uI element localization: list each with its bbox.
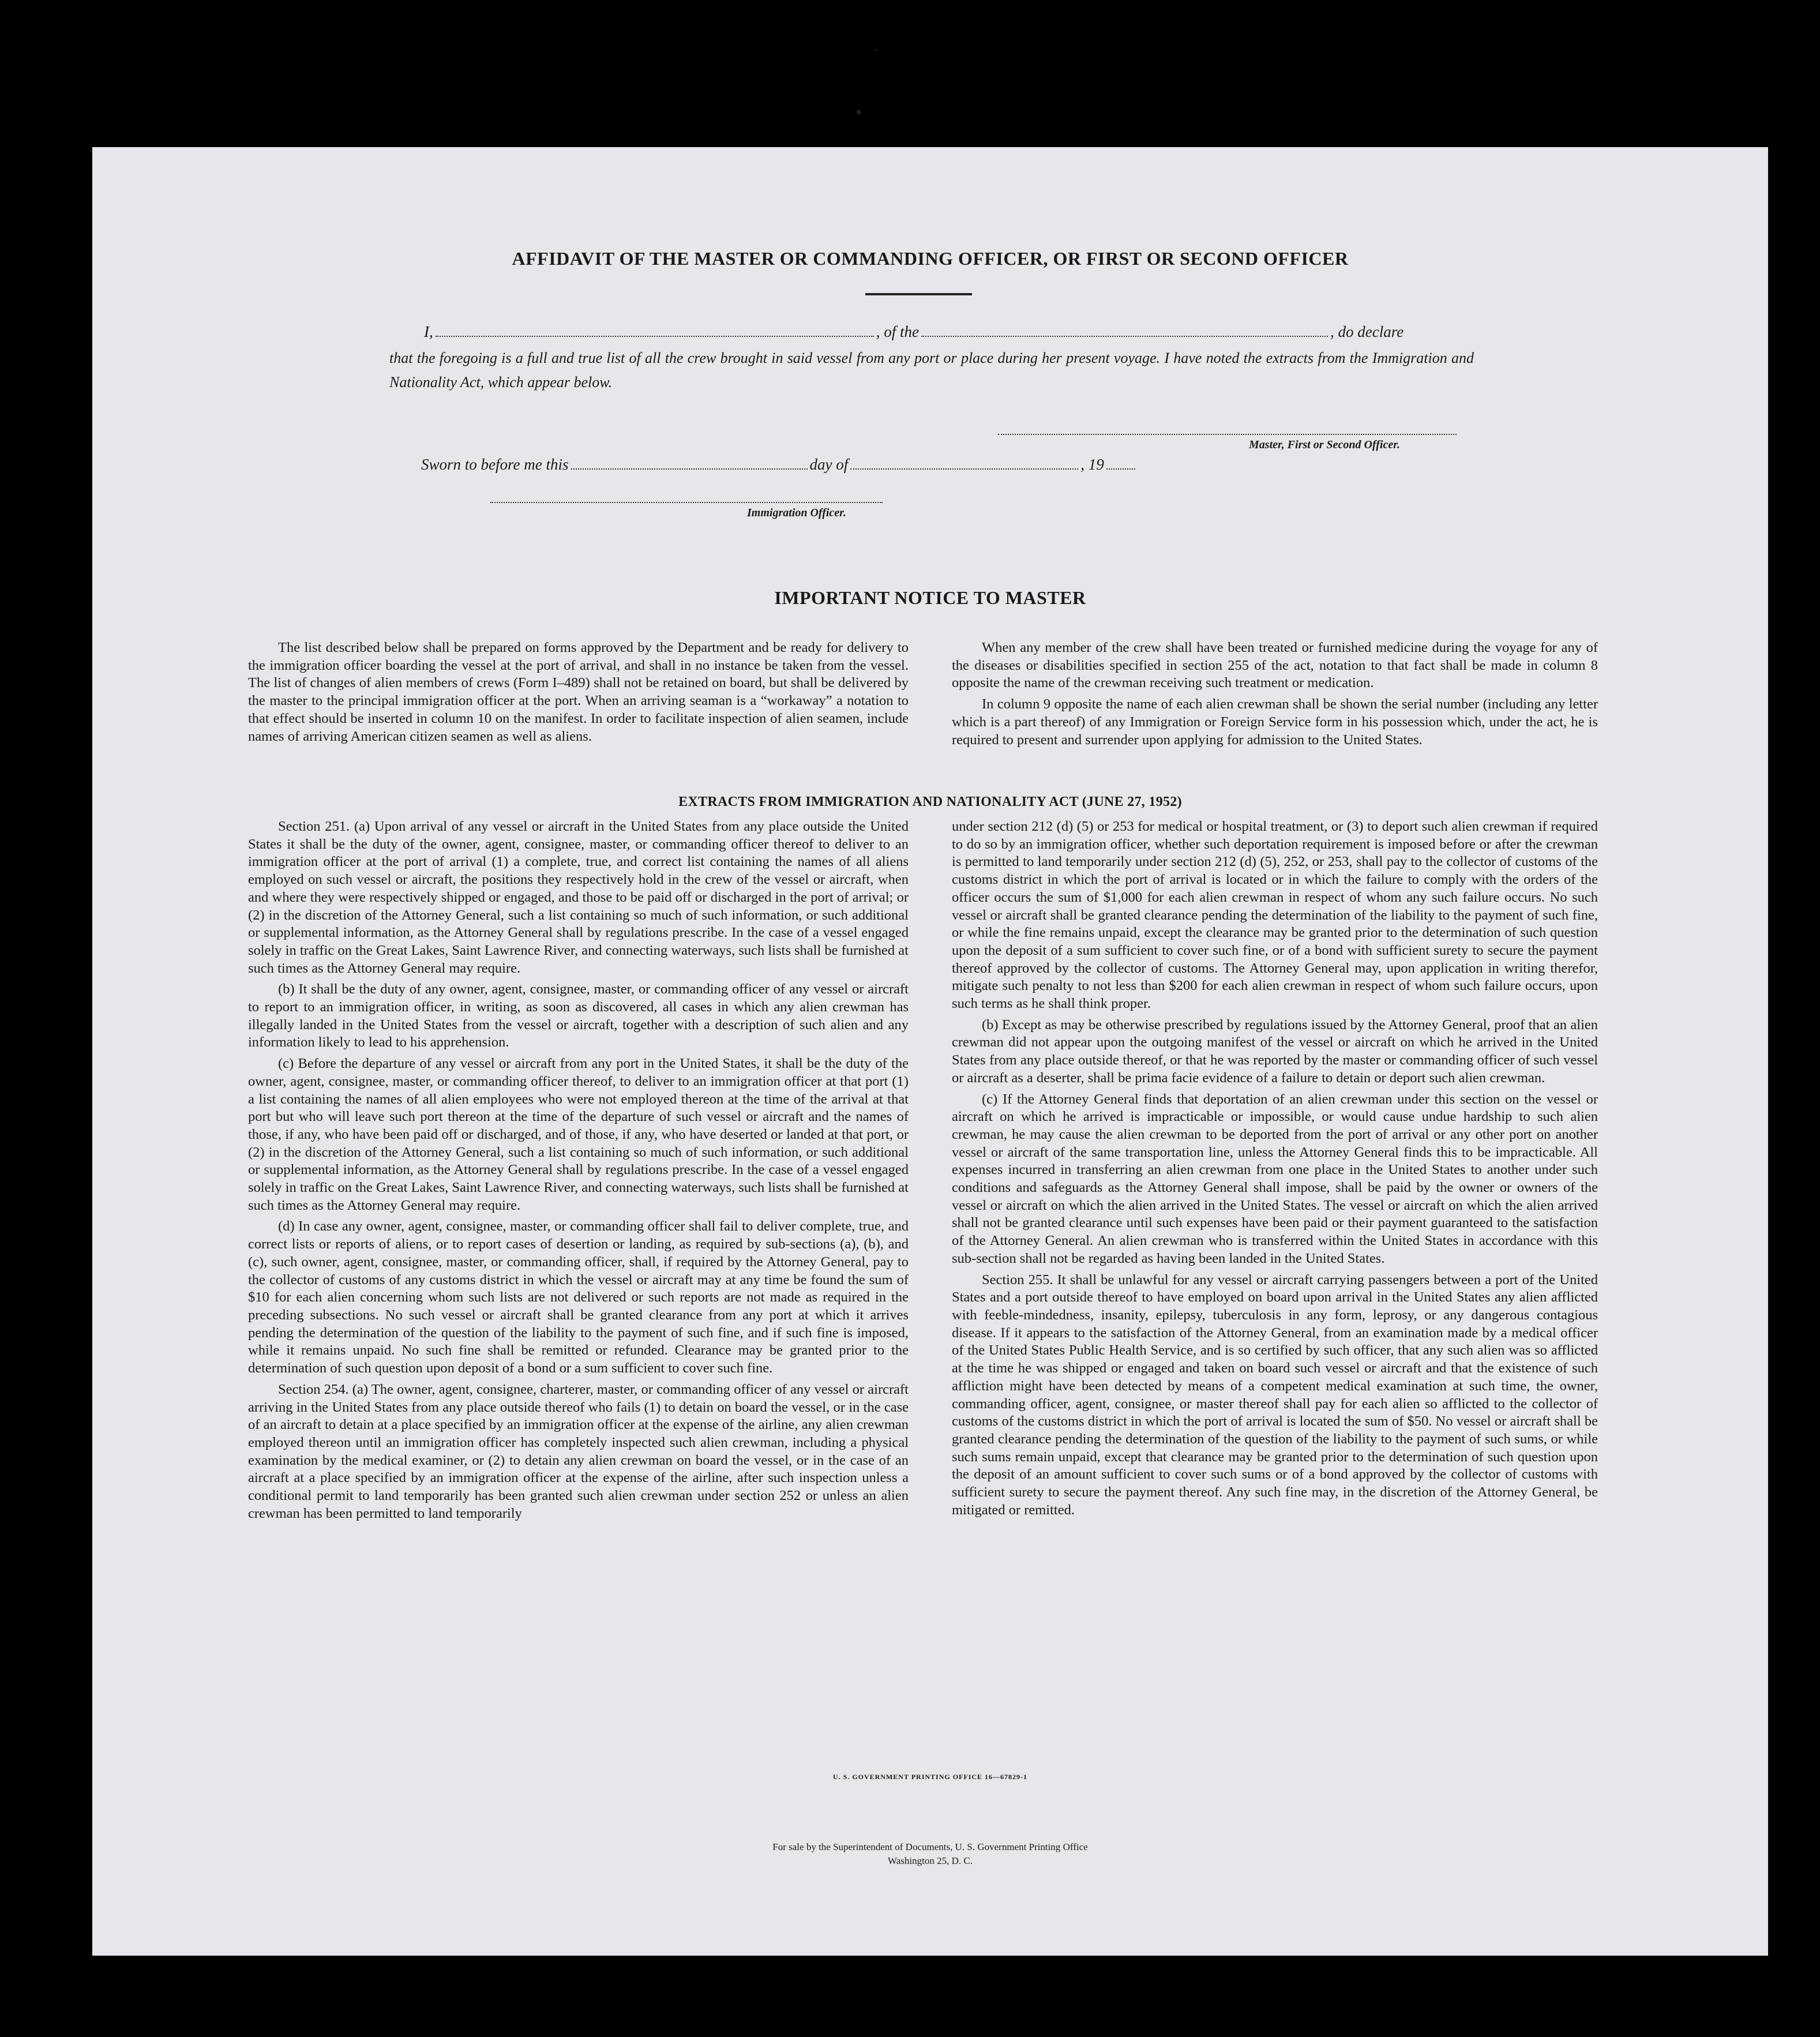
extracts-left-column	[248, 818, 909, 1526]
section-251-d: (d) In case any owner, agent, consignee, master, or commanding officer shall fail to deliver complete, true, and correct lists or reports of aliens, or to report cases of desertion or landing, as required by sub-sections (a), (b), and (c), such owner, agent, consignee, master, or commanding officer, shall, if required by the Attorney General, pay to the collector of customs of any customs district in which the vessel or aircraft may at any time be found the sum of $10 for each alien concerning whom such lists are not delivered or such reports are not made as required in the preceding subsections. No such vessel or aircraft shall be granted clearance from any port at which it arrives pending the determination of the question of the liability to the payment of such fine, and if such fine is imposed, while it remains unpaid. No such fine shall be remitted or refunded. Clearance may be granted prior to the determination of such question upon deposit of a bond or a sum sufficient to cover such fine.	[248, 1218, 909, 1376]
section-251-a: Section 251. (a) Upon arrival of any vessel or aircraft in the United States from any place outside the United States it shall be the duty of the owner, agent, consignee, master, or commanding officer thereof to deliver to an immigration officer at the port of arrival (1) a complete, true, and correct list containing the names of all aliens employed on such vessel or aircraft, the positions they respectively hold in the crew of the vessel or aircraft, when and where they were respectively shipped or engaged, and those to be paid off or discharged in the port of arrival; or (2) in the discretion of the Attorney General, such a list containing so much of such information, or such additional or supplemental information, as the Attorney General shall by regulations prescribe. In the case of a vessel engaged solely in traffic on the Great Lakes, Saint Lawrence River, and connecting waterways, such lists shall be furnished at such times as the Attorney General may require.	[248, 819, 909, 976]
notice-right-column	[952, 639, 1598, 752]
sworn-month-blank[interactable]	[850, 468, 1078, 470]
sale-line-1: For sale by the Superintendent of Documents, U. S. Government Printing Office	[772, 1841, 1088, 1852]
title-underline	[865, 293, 972, 295]
officer-signature-label: Immigration Officer.	[747, 507, 846, 519]
notice-heading: IMPORTANT NOTICE TO MASTER	[774, 587, 1086, 608]
declare-i: I,	[424, 323, 433, 340]
vessel-blank[interactable]	[921, 335, 1328, 337]
section-251-c: (c) Before the departure of any vessel or aircraft from any port in the United States, it shall be the duty of the owner, agent, consignee, master, or commanding officer thereof, to deliver to an immigration officer at that port (1) a list containing the names of all alien employees who were not employed thereon at the time of the arrival at that port but who will leave such port thereon at the time of the departure of such vessel or aircraft and the names of those, if any, who have been paid off or discharged, and of those, if any, who have deserted or landed at that port, or (2) in the discretion of the Attorney General, such a list containing so much of such information, or such additional or supplemental information, as the Attorney General shall by regulations prescribe. In the case of a vessel engaged solely in traffic on the Great Lakes, Saint Lawrence River, and connecting waterways, such lists shall be furnished at such times as the Attorney General may require.	[248, 1056, 909, 1213]
sale-line-2: Washington 25, D. C.	[888, 1855, 973, 1866]
sworn-year: , 19	[1080, 456, 1104, 473]
section-251-b: (b) It shall be the duty of any owner, agent, consignee, master, or commanding officer of any vessel or aircraft to report to an immigration officer, in writing, as soon as discovered, all cases in which any alien crewman has illegally landed in the United States from the vessel or aircraft, together with a description of such alien and any information likely to lead to his apprehension.	[248, 981, 909, 1051]
declaration-statement: that the foregoing is a full and true list of all the crew brought in said vessel from any port or place during her present voyage. I have noted the extracts from the Immigration and Nationality Act, which appear below.	[389, 350, 1474, 391]
form-page	[92, 147, 1768, 1956]
declaration-line	[424, 323, 1404, 341]
section-254-c: (c) If the Attorney General finds that deportation of an alien crewman under this section on the vessel or aircraft on which he arrived is impracticable or impossible, or would cause undue hardship to such alien crewman, he may cause the alien crewman to be deported from the port of arrival or any other port on another vessel or aircraft of the same transportation line, unless the Attorney General finds this to be impracticable. All expenses incurred in transferring an alien crewman from one place in the United States to another under such conditions and safeguards as the Attorney General shall impose, shall be paid by the owner or owners of the vessel or aircraft on which the alien arrived in the United States. The vessel or aircraft on which the alien arrived shall not be granted clearance until such expenses have been paid or their payment guaranteed to the satisfaction of the Attorney General. An alien crewman who is transferred within the United States in accordance with this sub-section shall not be regarded as having been landed in the United States.	[952, 1091, 1598, 1266]
notice-left-column	[248, 639, 909, 749]
section-254-a: Section 254. (a) The owner, agent, consignee, charterer, master, or commanding officer of any vessel or aircraft arriving in the United States from any place outside thereof who fails (1) to detain on board the vessel, or in the case of an aircraft to detain at a place specified by an immigration officer at the expense of the airline, any alien crewman employed thereon until an immigration officer has completely inspected such alien crewman, including a physical examination by the medical examiner, or (2) to detain any alien crewman on board the vessel, or in the case of an aircraft at a place specified by an immigration officer at the expense of the airline, after such inspection unless a conditional permit to land temporarily has been granted such alien crewman under section 252 or unless an alien crewman has been permitted to land temporarily	[248, 1381, 909, 1521]
notice-right-paragraph-1: When any member of the crew shall have been treated or furnished medicine during the voyage for any of the diseases or disabilities specified in section 255 of the act, notation to that fact shall be made in column 8 opposite the name of the crewman receiving such treatment or medication.	[952, 640, 1598, 691]
name-blank[interactable]	[436, 335, 874, 337]
master-signature-label: Master, First or Second Officer.	[1249, 438, 1400, 451]
extracts-right-column	[952, 818, 1598, 1522]
sworn-prefix: Sworn to before me this	[421, 456, 569, 473]
affidavit-title: AFFIDAVIT OF THE MASTER OR COMMANDING OFFICER, OR FIRST OR SECOND OFFICER	[512, 248, 1349, 269]
sworn-year-blank[interactable]	[1106, 468, 1135, 470]
sale-notice	[92, 1840, 1768, 1868]
section-254-b: (b) Except as may be otherwise prescribed by regulations issued by the Attorney General, proof that an alien crewman did not appear upon the outgoing manifest of the vessel or aircraft on which he arrived in the United States from any place outside thereof, or that he was reported by the master or commanding officer of such vessel or aircraft as a deserter, shall be prima facie evidence of a failure to detain or deport such alien crewman.	[952, 1016, 1598, 1086]
section-254-a-continued: under section 212 (d) (5) or 253 for medical or hospital treatment, or (3) to deport such alien crewman if required to do so by an immigration officer, whether such deportation requirement is imposed before or after the crewman is permitted to land temporarily under section 212 (d) (5), 252, or 253, shall pay to the collector of customs of the customs district in which the port of arrival is located or in which the failure to comply with the orders of the officer occurs the sum of $1,000 for each alien crewman in respect of whom any such failure occurs. No such vessel or aircraft shall be granted clearance pending the determination of the liability to the payment of such fine, or while the fine remains unpaid, except the clearance may be granted prior to the determination of such question upon the deposit of a sum sufficient to cover such fine, or of a bond with sufficient surety to secure the payment thereof approved by the collector of customs. The Attorney General may, upon application in writing therefor, mitigate such penalty to not less than $200 for each alien crewman in respect of whom such failure occurs, upon such terms as he shall think proper.	[952, 819, 1598, 1012]
sworn-day-of: day of	[809, 456, 849, 473]
extracts-heading: EXTRACTS FROM IMMIGRATION AND NATIONALITY ACT (JUNE 27, 1952)	[678, 794, 1182, 809]
sworn-line	[421, 456, 1138, 474]
notice-left-paragraph: The list described below shall be prepared on forms approved by the Department and be ready for delivery to the immigration officer boarding the vessel at the port of arrival, and shall in no instance be taken from the vessel. The list of changes of alien members of crews (Form I–489) shall not be retained on board, but shall be delivered by the master to the principal immigration officer at the port. When an arriving seaman is a “workaway” a notation to that effect should be inserted in column 10 on the manifest. In order to facilitate inspection of alien seamen, include names of arriving American citizen seamen as well as aliens.	[248, 640, 909, 744]
section-255: Section 255. It shall be unlawful for any vessel or aircraft carrying passengers between a port of the United States and a port outside thereof to have employed on board upon arrival in the United States any alien afflicted with feeble-mindedness, insanity, epilepsy, tuberculosis in any form, leprosy, or any dangerous contagious disease. If it appears to the satisfaction of the Attorney General, from an examination made by a medical officer of the United States Public Health Service, and is so certified by such officer, that any such alien was so afflicted at the time he was shipped or engaged and taken on board such vessel or aircraft and that the existence of such affliction might have been detected by means of a competent medical examination at such time, the owner, commanding officer, agent, consignee, or master thereof shall pay for each alien so afflicted to the collector of customs of the customs district in which the port of arrival is located the sum of $50. No vessel or aircraft shall be granted clearance pending the determination of the question of the liability to the payment of such sums, or while such sums remain unpaid, except that clearance may be granted prior to the determination of such question upon the deposit of an amount sufficient to cover such sums or of a bond approved by the collector of customs with sufficient surety to secure the payment thereof. Any such fine may, in the discretion of the Attorney General, be mitigated or remitted.	[952, 1271, 1598, 1518]
printing-office-imprint: U. S. GOVERNMENT PRINTING OFFICE 16—67829-1	[832, 1773, 1028, 1781]
declare-of-the: , of the	[876, 323, 919, 340]
declare-do: , do declare	[1330, 323, 1404, 340]
notice-right-paragraph-2: In column 9 opposite the name of each alien crewman shall be shown the serial number (including any letter which is a part thereof) of any Immigration or Foreign Service form in his possession which, under the act, he is required to present and surrender upon applying for admission to the United States.	[952, 696, 1598, 748]
officer-signature-line[interactable]	[490, 502, 883, 503]
sworn-day-blank[interactable]	[571, 468, 808, 470]
master-signature-line[interactable]	[998, 434, 1457, 435]
